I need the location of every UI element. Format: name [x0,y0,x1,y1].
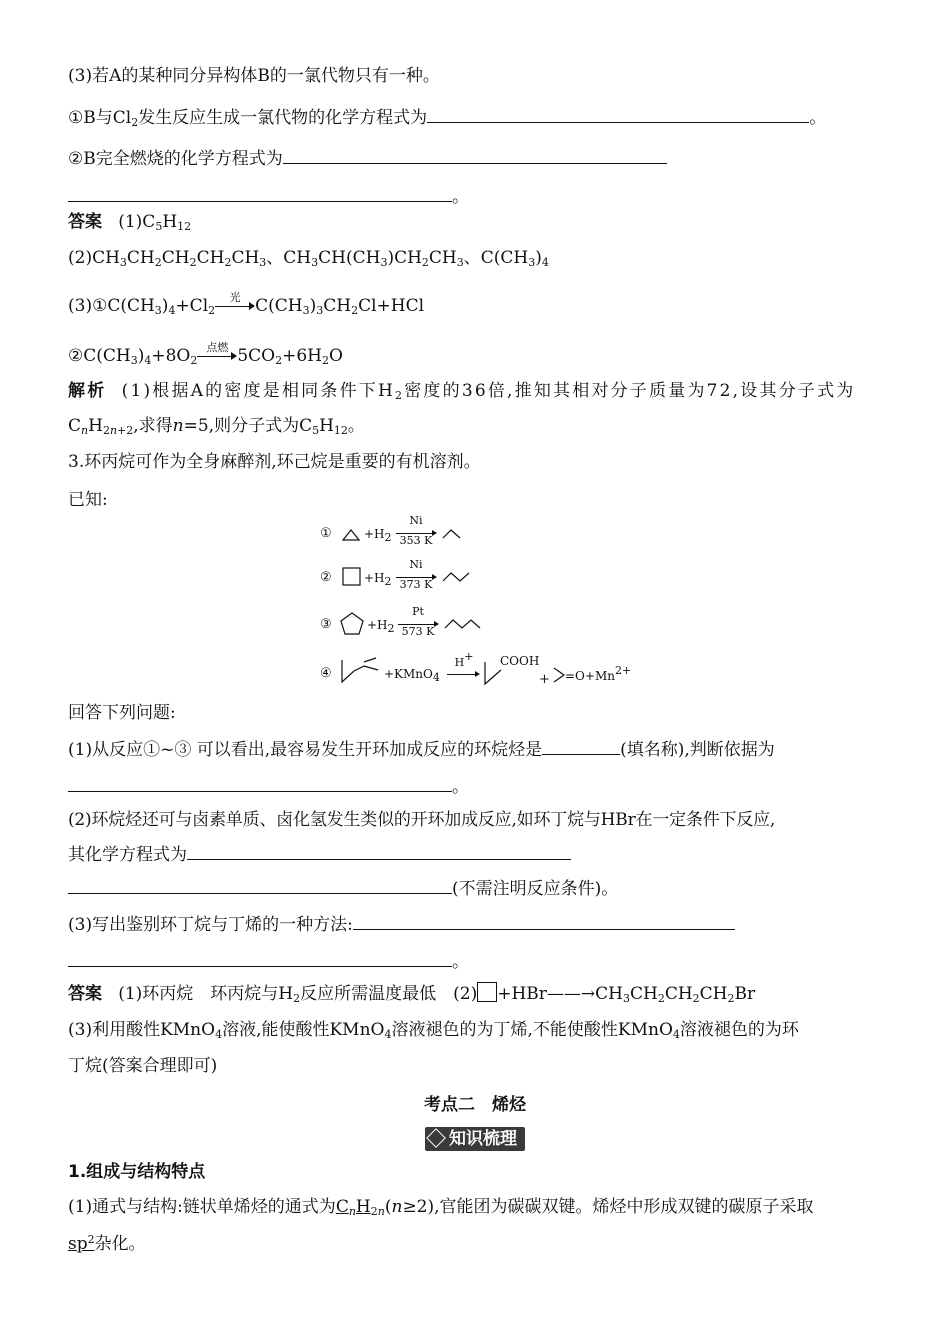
propane-icon [442,528,462,540]
answer-2-line3: 丁烷(答案合理即可) [68,1056,218,1076]
butane-icon [442,571,472,585]
reaction-arrow: 光 [215,300,255,314]
subq-3: (3)写出鉴别环丁烷与丁烯的一种方法: [68,912,735,937]
answer-blank[interactable] [542,737,620,755]
ketone-icon [552,666,566,684]
answer-label: 答案 [68,212,102,232]
answer-1-line3: $(3)①C(CH_3)_4+Cl_2$ 光 $C(CH_3)_3CH_2Cl+HCl$ [68,290,425,317]
answer-blank[interactable] [68,876,452,894]
subq-1: (1)从反应①~③ 可以看出,最容易发生开环加成反应的环烷烃是 (填名称),判断依据为 [68,737,775,762]
answer-blank[interactable] [427,105,809,123]
analysis-line1: 解析 (1)根据A的密度是相同条件下$H_2$密度的36倍,推知其相对分子质量为72,设其分子式为 [68,381,856,402]
subq-2-cont2: (不需注明反应条件)。 [68,876,618,901]
q3-intro: (3)若A的某种同分异构体B的一氯代物只有一种。 [68,66,440,86]
reaction-scheme: ① $+H_2$ Ni 353 K ② $+H_2$ Ni 373 K ③ $+H_2$ Pt 573 K ④ +KMnO$_4$ H+ COOH + $=O+Mn^{2+}$ [320,514,632,687]
subq-3-cont: 。 [68,949,469,974]
analysis-line2: $C_nH_{2n+2}$,求得n=5,则分子式为$C_5H_{12}$。 [68,416,365,437]
reaction-arrow: 点燃 [197,350,237,364]
answer-blank[interactable] [187,842,571,860]
answer-1-line1: 答案 $(1)C_5H_{12}$ [68,212,192,233]
cyclopropane-icon [342,528,360,542]
cyclobutane-icon [477,982,497,1002]
known-label: 已知: [68,490,108,510]
answer-blank[interactable] [283,146,667,164]
section-para-1: (1)通式与结构:链状单烯烃的通式为$C_nH_{2n}(n\ge 2)$,官能团为碳碳双键。烯烃中形成双键的碳原子采取 [68,1197,814,1218]
subq-2-cont: 其化学方程式为 [68,842,571,867]
answer-2-line1: 答案 (1)环丙烷 环丙烷与$H_2$反应所需温度最低 $(2) +HBr——\to CH_3CH_2CH_2CH_2Br$ [68,984,756,1005]
question-3-title: 3.环丙烷可作为全身麻醉剂,环己烷是重要的有机溶剂。 [68,452,481,472]
diamond-icon [426,1128,446,1148]
pentane-icon [444,618,482,632]
answer-1-line4: $②C(CH_3)_4+8O_2$ 点燃 $5CO_2+6H_2O$ [68,340,343,367]
answer-intro: 回答下列问题: [68,703,176,723]
section-title: 考点二 烯烃 [424,1095,526,1115]
analysis-label: 解析 [68,381,107,401]
answer-label: 答案 [68,984,102,1004]
cyclobutane-icon [342,567,362,587]
cyclopentane-icon [340,612,364,636]
section-para-2: $sp^2$杂化。 [68,1233,146,1254]
answer-blank[interactable] [68,774,452,792]
q3-part2: ②B完全燃烧的化学方程式为 [68,146,667,171]
reaction-1: ① [320,526,332,541]
answer-1-line2: $(2)CH_3CH_2CH_2CH_2CH_3$、$CH_3CH(CH_3)CH_2CH_3$、$C(CH_3)_4$ [68,248,549,269]
alkene-icon [340,656,382,684]
subq-1-cont: 。 [68,774,469,799]
answer-2-line2: (3)利用酸性KMnO$_4$溶液,能使酸性KMnO$_4$溶液褪色的为丁烯,不能使酸性KMnO$_4$溶液褪色的为环 [68,1020,799,1041]
answer-blank[interactable] [68,949,452,967]
subsection-heading: 1.组成与结构特点 [68,1162,206,1182]
answer-blank[interactable] [68,184,452,202]
answer-blank[interactable] [353,912,735,930]
subq-2: (2)环烷烃还可与卤素单质、卤化氢发生类似的开环加成反应,如环丁烷与HBr在一定条件下反应, [68,810,776,830]
knowledge-tag: 知识梳理 [0,1127,950,1151]
q3-part2-cont: 。 [68,184,469,209]
q3-part1: ①B与$Cl_2$发生反应生成一氯代物的化学方程式为 。 [68,105,826,130]
